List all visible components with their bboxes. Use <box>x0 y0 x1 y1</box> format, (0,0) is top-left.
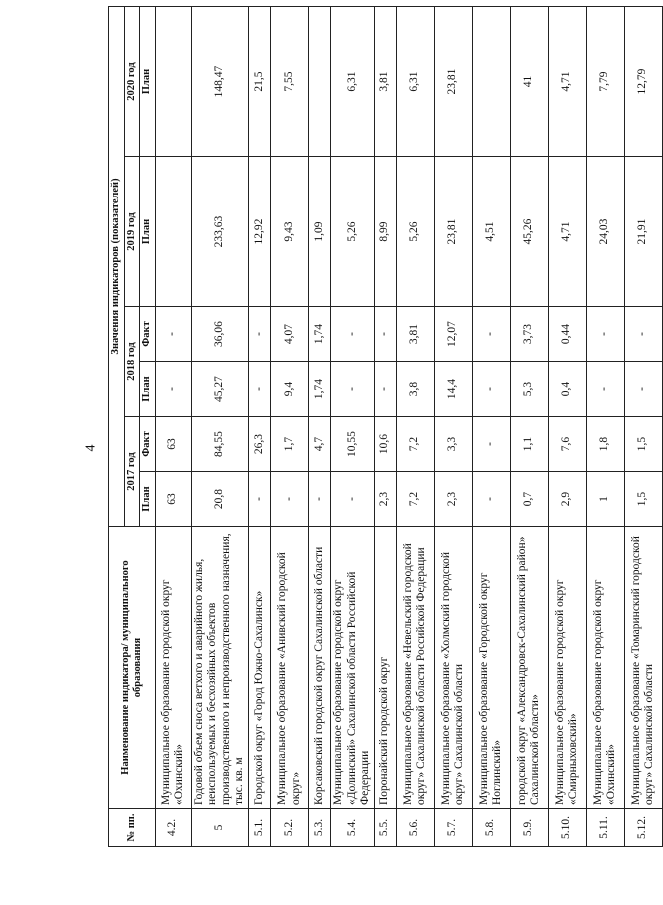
row-number: 5.7. <box>434 809 472 847</box>
value-p2020: 4,71 <box>548 7 586 157</box>
value-p2018: 14,4 <box>434 362 472 417</box>
value-f2018: 1,74 <box>309 307 331 362</box>
indicators-table <box>108 6 663 847</box>
row-number: 5.6. <box>396 809 434 847</box>
value-f2017: 26,3 <box>249 417 271 472</box>
header-name: Наименование индикатора/ муниципального образования <box>109 527 156 809</box>
header-plan-2020: План <box>140 7 155 157</box>
value-p2019: 12,92 <box>249 157 271 307</box>
value-f2017: - <box>472 417 510 472</box>
value-f2017: 63 <box>155 417 191 472</box>
value-p2019 <box>155 157 191 307</box>
municipality-name: Муниципальное образование «Невельский городской округ» Сахалинской области Российской Федерации <box>396 527 434 809</box>
value-p2020: 148,47 <box>191 7 248 157</box>
value-p2017: - <box>271 472 309 527</box>
value-p2020: 6,31 <box>396 7 434 157</box>
value-f2017: 4,7 <box>309 417 331 472</box>
value-p2019: 1,09 <box>309 157 331 307</box>
value-p2020: 7,55 <box>271 7 309 157</box>
value-p2018: - <box>331 362 375 417</box>
municipality-name: Муниципальное образование городской округ «Охинский» <box>155 527 191 809</box>
value-p2019: 4,51 <box>472 157 510 307</box>
value-p2018: 9,4 <box>271 362 309 417</box>
value-p2017: 63 <box>155 472 191 527</box>
row-number: 4.2. <box>155 809 191 847</box>
row-number: 5.2. <box>271 809 309 847</box>
value-p2017: - <box>249 472 271 527</box>
header-plan-2017: План <box>140 472 155 527</box>
value-p2018: - <box>624 362 662 417</box>
value-f2018: 4,07 <box>271 307 309 362</box>
table-row <box>472 7 510 847</box>
table-row <box>309 7 331 847</box>
value-p2017: 2,3 <box>374 472 396 527</box>
header-fact-2018: Факт <box>140 307 155 362</box>
value-p2020: 6,31 <box>331 7 375 157</box>
table-row <box>396 7 434 847</box>
value-p2020 <box>472 7 510 157</box>
value-p2020: 7,79 <box>586 7 624 157</box>
header-fact-2017: Факт <box>140 417 155 472</box>
table-row <box>249 7 271 847</box>
table-row <box>374 7 396 847</box>
header-year-2017: 2017 год <box>125 417 140 527</box>
value-f2017: 10,55 <box>331 417 375 472</box>
row-number: 5 <box>191 809 248 847</box>
value-p2020: 3,81 <box>374 7 396 157</box>
value-p2020: 12,79 <box>624 7 662 157</box>
value-p2018: - <box>586 362 624 417</box>
value-f2017: 1,1 <box>510 417 548 472</box>
value-p2019: 24,03 <box>586 157 624 307</box>
value-p2019: 5,26 <box>331 157 375 307</box>
value-p2018: - <box>472 362 510 417</box>
value-p2019: 5,26 <box>396 157 434 307</box>
value-p2017: - <box>331 472 375 527</box>
value-p2019: 45,26 <box>510 157 548 307</box>
value-f2018: 3,81 <box>396 307 434 362</box>
municipality-name: Муниципальное образование городской округ «Смирныховский» <box>548 527 586 809</box>
value-p2020: 41 <box>510 7 548 157</box>
value-f2018: 36,06 <box>191 307 248 362</box>
value-f2017: 1,5 <box>624 417 662 472</box>
table-row <box>331 7 375 847</box>
value-f2018: - <box>374 307 396 362</box>
table-row <box>624 7 662 847</box>
value-f2018: - <box>624 307 662 362</box>
table-row <box>510 7 548 847</box>
value-p2020: 23,81 <box>434 7 472 157</box>
header-plan-2018: План <box>140 362 155 417</box>
value-p2019: 21,91 <box>624 157 662 307</box>
value-f2017: 1,8 <box>586 417 624 472</box>
value-p2019: 9,43 <box>271 157 309 307</box>
value-f2017: 84,55 <box>191 417 248 472</box>
table-row <box>548 7 586 847</box>
value-p2018: 3,8 <box>396 362 434 417</box>
header-no: № пп. <box>109 809 156 847</box>
value-f2018: - <box>155 307 191 362</box>
value-f2017: 7,6 <box>548 417 586 472</box>
header-plan-2019: План <box>140 157 155 307</box>
page-number: 4 <box>83 444 99 452</box>
municipality-name: Муниципальное образование «Анивский городской округ» <box>271 527 309 809</box>
value-p2017: 1,5 <box>624 472 662 527</box>
value-p2019: 4,71 <box>548 157 586 307</box>
municipality-name: Муниципальное образование городской округ «Долинский» Сахалинской области Российской Федерации <box>331 527 375 809</box>
value-p2018: - <box>155 362 191 417</box>
value-f2018: 12,07 <box>434 307 472 362</box>
value-p2017: 20,8 <box>191 472 248 527</box>
value-p2018: - <box>374 362 396 417</box>
value-p2019: 23,81 <box>434 157 472 307</box>
header-year-2019: 2019 год <box>125 157 140 307</box>
value-p2019: 8,99 <box>374 157 396 307</box>
rotated-table-container <box>108 7 656 847</box>
row-number: 5.1. <box>249 809 271 847</box>
table-row <box>155 7 191 847</box>
value-f2017: 1,7 <box>271 417 309 472</box>
value-f2018: - <box>331 307 375 362</box>
row-number: 5.12. <box>624 809 662 847</box>
value-p2019: 233,63 <box>191 157 248 307</box>
municipality-name: Городской округ «Город Южно-Сахалинск» <box>249 527 271 809</box>
municipality-name: городской округ «Александровск-Сахалинский район» Сахалинской области» <box>510 527 548 809</box>
value-p2020: 21,5 <box>249 7 271 157</box>
value-p2017: - <box>472 472 510 527</box>
value-f2017: 10,6 <box>374 417 396 472</box>
row-number: 5.10. <box>548 809 586 847</box>
municipality-name: Муниципальное образование городской округ «Охинский» <box>586 527 624 809</box>
value-p2020 <box>155 7 191 157</box>
value-p2017: 2,9 <box>548 472 586 527</box>
value-p2017: 0,7 <box>510 472 548 527</box>
value-p2017: 7,2 <box>396 472 434 527</box>
value-f2018: - <box>472 307 510 362</box>
value-p2018: 0,4 <box>548 362 586 417</box>
municipality-name: Корсаковский городской округ Сахалинской области <box>309 527 331 809</box>
row-number: 5.8. <box>472 809 510 847</box>
value-f2018: - <box>586 307 624 362</box>
header-year-2018: 2018 год <box>125 307 140 417</box>
value-f2018: - <box>249 307 271 362</box>
header-year-2020: 2020 год <box>125 7 140 157</box>
value-p2018: 45,27 <box>191 362 248 417</box>
value-f2017: 3,3 <box>434 417 472 472</box>
header-values-group: Значения индикаторов (показателей) <box>109 7 125 527</box>
value-p2017: 1 <box>586 472 624 527</box>
table-body <box>155 7 662 847</box>
row-number: 5.9. <box>510 809 548 847</box>
table-row <box>191 7 248 847</box>
municipality-name: Муниципальное образование «Городской округ Ноглинский» <box>472 527 510 809</box>
value-p2018: 1,74 <box>309 362 331 417</box>
value-p2020 <box>309 7 331 157</box>
table-row <box>586 7 624 847</box>
municipality-name: Годовой объем сноса ветхого и аварийного жилья, неиспользуемых и бесхозяйных объектов производственного и непроизводственного назначения, тыс. кв. м <box>191 527 248 809</box>
value-f2018: 0,44 <box>548 307 586 362</box>
value-p2017: - <box>309 472 331 527</box>
table-row <box>271 7 309 847</box>
municipality-name: Муниципальное образование «Холмский городской округ» Сахалинской области <box>434 527 472 809</box>
row-number: 5.5. <box>374 809 396 847</box>
value-f2017: 7,2 <box>396 417 434 472</box>
row-number: 5.3. <box>309 809 331 847</box>
value-f2018: 3,73 <box>510 307 548 362</box>
row-number: 5.11. <box>586 809 624 847</box>
municipality-name: Муниципальное образование «Томаринский городской округ» Сахалинской области <box>624 527 662 809</box>
value-p2018: - <box>249 362 271 417</box>
row-number: 5.4. <box>331 809 375 847</box>
municipality-name: Поронайский городской округ <box>374 527 396 809</box>
value-p2017: 2,3 <box>434 472 472 527</box>
table-row <box>434 7 472 847</box>
value-p2018: 5,3 <box>510 362 548 417</box>
